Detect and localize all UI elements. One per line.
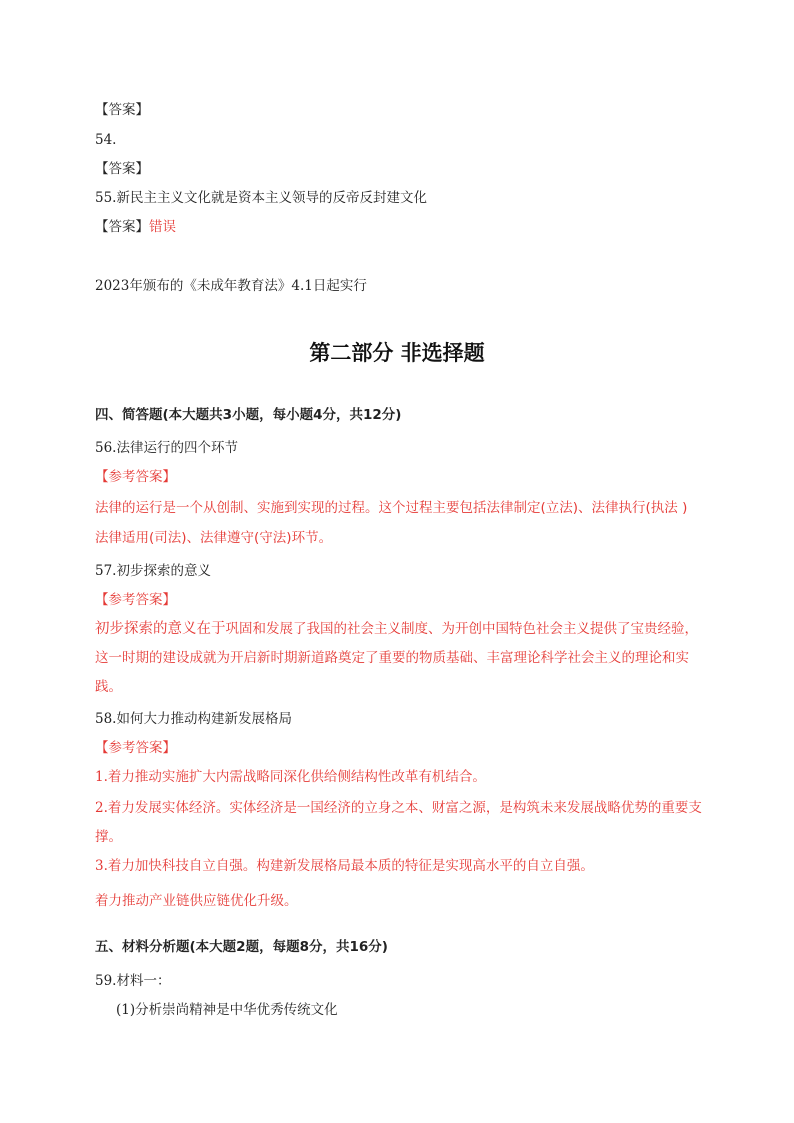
reference-answer-label: 【参考答案】 bbox=[95, 740, 176, 756]
section-5-heading: 五、材料分析题(本大题2题，每题8分，共16分) bbox=[95, 939, 388, 955]
reference-answer-label: 【参考答案】 bbox=[95, 592, 176, 608]
question-54: 54. bbox=[95, 132, 117, 148]
answer-58-point-1: 1.着力推动实施扩大内需战略同深化供给侧结构性改革有机结合。 bbox=[95, 769, 486, 785]
question-57: 57.初步探索的意义 bbox=[95, 563, 211, 579]
answer-57-lead: 初步探索的意义在于 bbox=[95, 621, 226, 637]
answer-57-body: 巩固和发展了我国的社会主义制度、为开创中国特色社会主义提供了宝贵经验，这一时期的建设成就为开启新时期新道路奠定了重要的物质基础、丰富理论科学社会主义的理论和实践。 bbox=[95, 621, 698, 695]
part-title: 第二部分 非选择题 bbox=[309, 341, 485, 365]
answer-label: 【答案】 bbox=[95, 161, 149, 177]
answer-58-point-2: 2.着力发展实体经济。实体经济是一国经济的立身之本、财富之源，是构筑未来发展战略优势的重要支撑。 bbox=[95, 800, 702, 845]
answer-57 bbox=[95, 615, 705, 702]
answer-55-value: 错误 bbox=[149, 219, 176, 235]
note-text: 2023年颁布的《未成年教育法》4.1日起实行 bbox=[95, 278, 367, 294]
answer-56: 法律的运行是一个从创制、实施到实现的过程。这个过程主要包括法律制定(立法)、法律执行(执法 ) 法律适用(司法)、法律遵守(守法)环节。 bbox=[95, 500, 688, 546]
section-4-heading: 四、简答题(本大题共3小题，每小题4分，共12分) bbox=[95, 407, 402, 423]
question-59: 59.材料一： bbox=[95, 973, 171, 989]
question-59-sub-1: (1)分析崇尚精神是中华优秀传统文化 bbox=[116, 1002, 338, 1018]
answer-58-point-3: 3.着力加快科技自立自强。构建新发展格局最本质的特征是实现高水平的自立自强。 bbox=[95, 858, 594, 874]
answer-58-point-4: 着力推动产业链供应链优化升级。 bbox=[95, 893, 298, 909]
question-58: 58.如何大力推动构建新发展格局 bbox=[95, 711, 292, 727]
reference-answer-label: 【参考答案】 bbox=[95, 469, 176, 485]
question-56: 56.法律运行的四个环节 bbox=[95, 440, 238, 456]
answer-label: 【答案】 bbox=[95, 219, 149, 235]
answer-label: 【答案】 bbox=[95, 102, 149, 118]
question-55: 55.新民主主义文化就是资本主义领导的反帝反封建文化 bbox=[95, 190, 427, 206]
answer-row-55 bbox=[95, 218, 176, 236]
